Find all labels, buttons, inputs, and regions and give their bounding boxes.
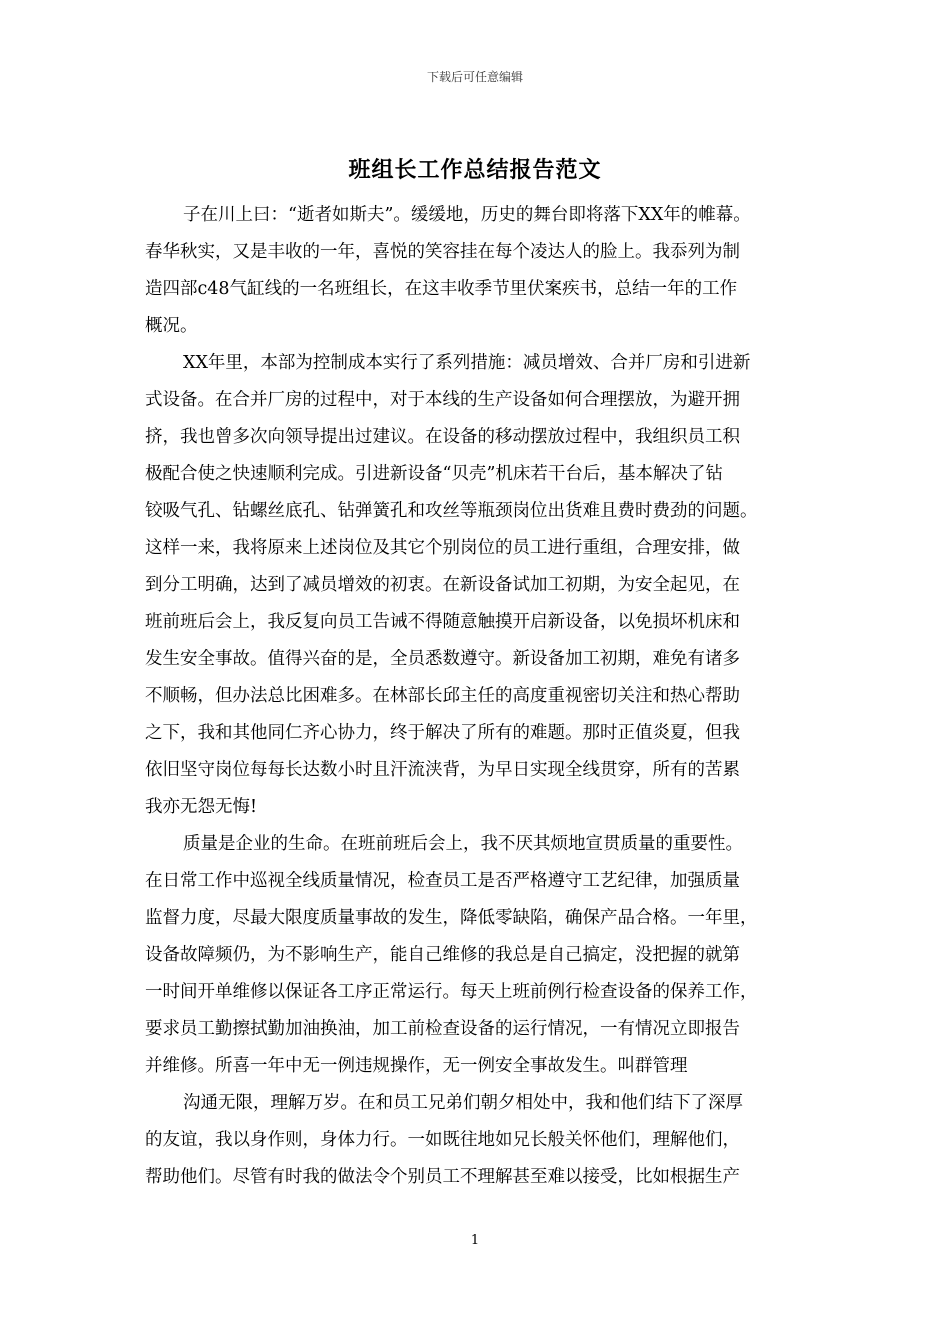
text-line: XX年里，本部为控制成本实行了系列措施：减员增效、合并厂房和引进新 [183, 353, 751, 373]
text-line: 铰吸气孔、钻螺丝底孔、钻弹簧孔和攻丝等瓶颈岗位出货难且费时费劲的问题。 [145, 501, 758, 521]
text-line: 这样一来，我将原来上述岗位及其它个别岗位的员工进行重组，合理安排，做 [145, 538, 740, 558]
text-line: 沟通无限，理解万岁。在和员工兄弟们朝夕相处中，我和他们结下了深厚 [183, 1093, 743, 1113]
document-title: 班组长工作总结报告范文 [348, 157, 602, 183]
text-line: 设备故障频仍，为不影响生产，能自己维修的我总是自己搞定，没把握的就第 [145, 945, 740, 965]
text-line: 发生安全事故。值得兴奋的是，全员悉数遵守。新设备加工初期，难免有诸多 [145, 649, 740, 669]
text-line: 到分工明确，达到了减员增效的初衷。在新设备试加工初期，为安全起见，在 [145, 575, 740, 595]
text-line: 帮助他们。尽管有时我的做法令个别员工不理解甚至难以接受，比如根据生产 [145, 1167, 740, 1187]
text-line: 并维修。所喜一年中无一例违规操作，无一例安全事故发生。叫群管理 [145, 1056, 688, 1076]
text-line: 子在川上曰：“逝者如斯夫”。缓缓地，历史的舞台即将落下XX年的帷幕。 [183, 205, 751, 225]
text-line: 不顺畅，但办法总比困难多。在林部长邱主任的高度重视密切关注和热心帮助 [145, 686, 740, 706]
text-line: 的友谊，我以身作则，身体力行。一如既往地如兄长般关怀他们，理解他们， [145, 1130, 740, 1150]
text-line: 质量是企业的生命。在班前班后会上，我不厌其烦地宣贯质量的重要性。 [183, 834, 743, 854]
text-line: 在日常工作中巡视全线质量情况，检查员工是否严格遵守工艺纪律，加强质量 [145, 871, 740, 891]
text-line: 概况。 [145, 316, 198, 336]
text-line: 之下，我和其他同仁齐心协力，终于解决了所有的难题。那时正值炎夏，但我 [145, 723, 740, 743]
text-line: 我亦无怨无悔! [145, 797, 258, 817]
text-line: 一时间开单维修以保证各工序正常运行。每天上班前例行检查设备的保养工作， [145, 982, 758, 1002]
text-line: 监督力度，尽最大限度质量事故的发生，降低零缺陷，确保产品合格。一年里， [145, 908, 758, 928]
document-body [145, 197, 825, 1196]
text-line: 春华秋实，又是丰收的一年，喜悦的笑容挂在每个凌达人的脸上。我忝列为制 [145, 242, 740, 262]
text-line: 挤，我也曾多次向领导提出过建议。在设备的移动摆放过程中，我组织员工积 [145, 427, 740, 447]
header-note: 下载后可任意编辑 [426, 70, 523, 84]
text-line: 式设备。在合并厂房的过程中，对于本线的生产设备如何合理摆放，为避开拥 [145, 390, 740, 410]
text-line: 班前班后会上，我反复向员工告诫不得随意触摸开启新设备，以免损坏机床和 [145, 612, 740, 632]
page-number: 1 [470, 1233, 480, 1248]
text-line: 造四部c48气缸线的一名班组长，在这丰收季节里伏案疾书，总结一年的工作 [145, 279, 738, 299]
text-line: 极配合使之快速顺利完成。引进新设备“贝壳”机床若干台后，基本解决了钻 [145, 464, 723, 484]
text-line: 依旧坚守岗位每每长达数小时且汗流浃背，为早日实现全线贯穿，所有的苦累 [145, 760, 740, 780]
text-line: 要求员工勤擦拭勤加油换油，加工前检查设备的运行情况，一有情况立即报告 [145, 1019, 740, 1039]
